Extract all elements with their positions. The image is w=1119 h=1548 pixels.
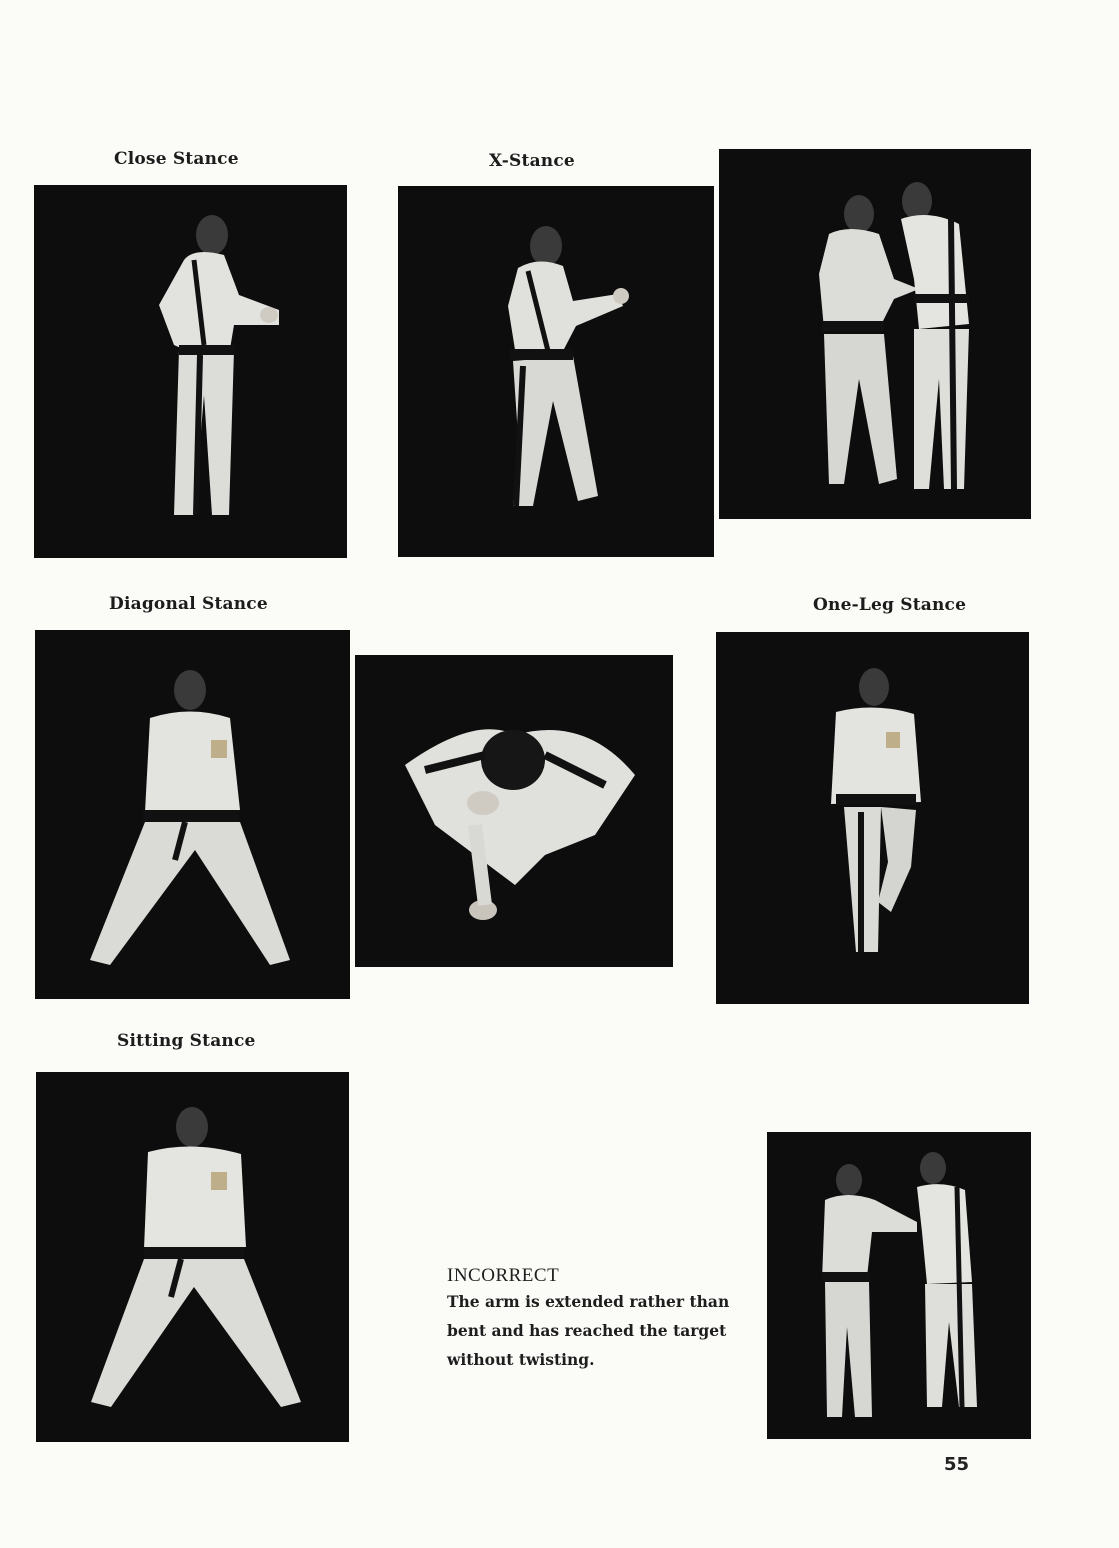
page-number: 55 — [944, 1454, 970, 1475]
caption-close-stance: Close Stance — [114, 149, 239, 169]
caption-diagonal-stance: Diagonal Stance — [109, 594, 268, 614]
caption-one-leg-stance: One-Leg Stance — [813, 595, 967, 615]
photo-close-stance — [34, 185, 347, 558]
photo-one-leg-stance — [716, 632, 1029, 1004]
photo-sitting-stance — [36, 1072, 349, 1442]
incorrect-note — [447, 1265, 757, 1374]
caption-x-stance: X-Stance — [489, 151, 575, 171]
photo-two-figures-top — [719, 149, 1031, 519]
note-body: The arm is extended rather than bent and has reached the target without twisting. — [447, 1292, 730, 1369]
photo-diagonal-stance — [35, 630, 350, 999]
caption-sitting-stance: Sitting Stance — [117, 1031, 256, 1051]
photo-x-stance — [398, 186, 714, 557]
note-heading: INCORRECT — [447, 1265, 560, 1286]
photo-two-figures-bottom — [767, 1132, 1031, 1439]
photo-overhead-view — [355, 655, 673, 967]
